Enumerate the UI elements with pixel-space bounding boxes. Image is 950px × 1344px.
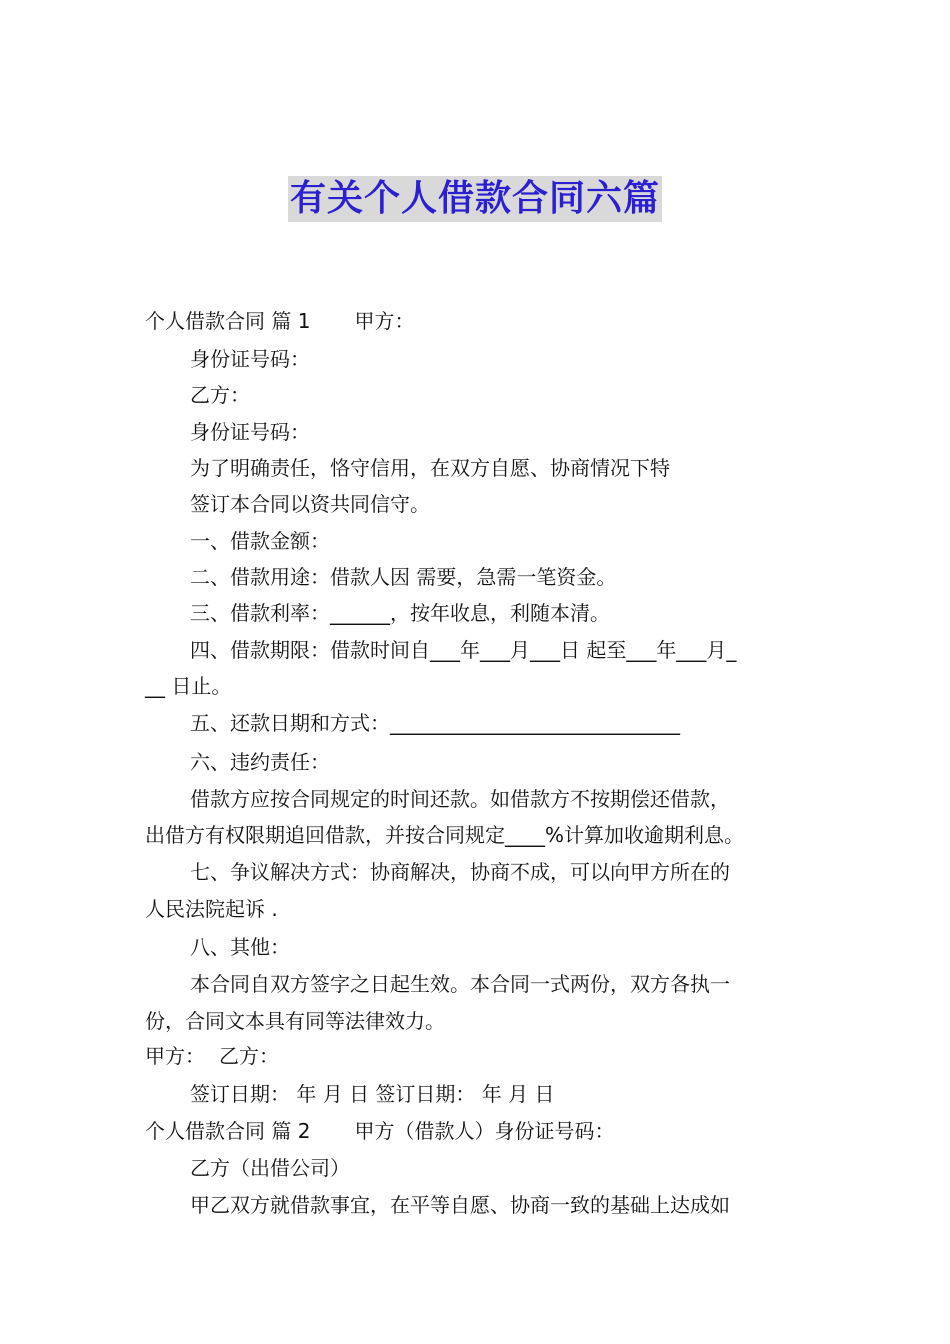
paragraph-line: 甲乙双方就借款事宜，在平等自愿、协商一致的基础上达成如	[190, 1193, 730, 1217]
paragraph-line: 份，合同文本具有同等法律效力。	[145, 1009, 445, 1033]
clause-line: 五、还款日期和方式：_____________________________	[190, 711, 680, 735]
section-heading-label: 个人借款合同 篇 2	[145, 1119, 311, 1143]
clause-line: 一、借款金额：	[190, 529, 330, 553]
title-container	[0, 176, 950, 222]
party-a-label: 甲方：	[354, 309, 415, 333]
clause-line: 二、借款用途：借款人因 需要，急需一笔资金。	[190, 565, 617, 589]
clause-line: 四、借款期限：借款时间自___年___月___日 起至___年___月_	[190, 638, 737, 662]
clause-line: 三、借款利率：______，按年收息，利随本清。	[190, 601, 610, 625]
paragraph-line: 借款方应按合同规定的时间还款。如借款方不按期偿还借款，	[190, 787, 730, 811]
section-heading-label: 个人借款合同 篇 1	[145, 309, 311, 333]
party-a-label: 甲方（借款人）身份证号码：	[354, 1119, 615, 1143]
clause-line: 七、争议解决方式：协商解决，协商不成，可以向甲方所在的	[190, 860, 730, 884]
paragraph-line: 人民法院起诉 .	[145, 897, 278, 921]
paragraph-line: 出借方有权限期追回借款，并按合同规定____%计算加收逾期利息。	[145, 823, 745, 847]
section-heading-2	[145, 1118, 815, 1144]
clause-line: 八、其他：	[190, 935, 290, 959]
paragraph-line: 身份证号码：	[190, 347, 310, 371]
clause-line: __ 日止。	[145, 674, 232, 698]
document-title: 有关个人借款合同六篇	[288, 176, 662, 222]
section-heading-1	[145, 308, 815, 334]
party-b-signature-label: 乙方：	[219, 1044, 279, 1068]
signature-line	[145, 1043, 815, 1069]
clause-line: 六、违约责任：	[190, 750, 330, 774]
paragraph-line: 为了明确责任，恪守信用，在双方自愿、协商情况下特	[190, 456, 670, 480]
party-a-signature-label: 甲方：	[145, 1044, 205, 1068]
signing-date-line: 签订日期： 年 月 日 签订日期： 年 月 日	[190, 1082, 555, 1106]
paragraph-line: 身份证号码：	[190, 420, 310, 444]
paragraph-line: 本合同自双方签字之日起生效。本合同一式两份，双方各执一	[190, 972, 730, 996]
paragraph-line: 签订本合同以资共同信守。	[190, 492, 430, 516]
paragraph-line: 乙方（出借公司）	[190, 1156, 350, 1180]
paragraph-line: 乙方：	[190, 383, 250, 407]
